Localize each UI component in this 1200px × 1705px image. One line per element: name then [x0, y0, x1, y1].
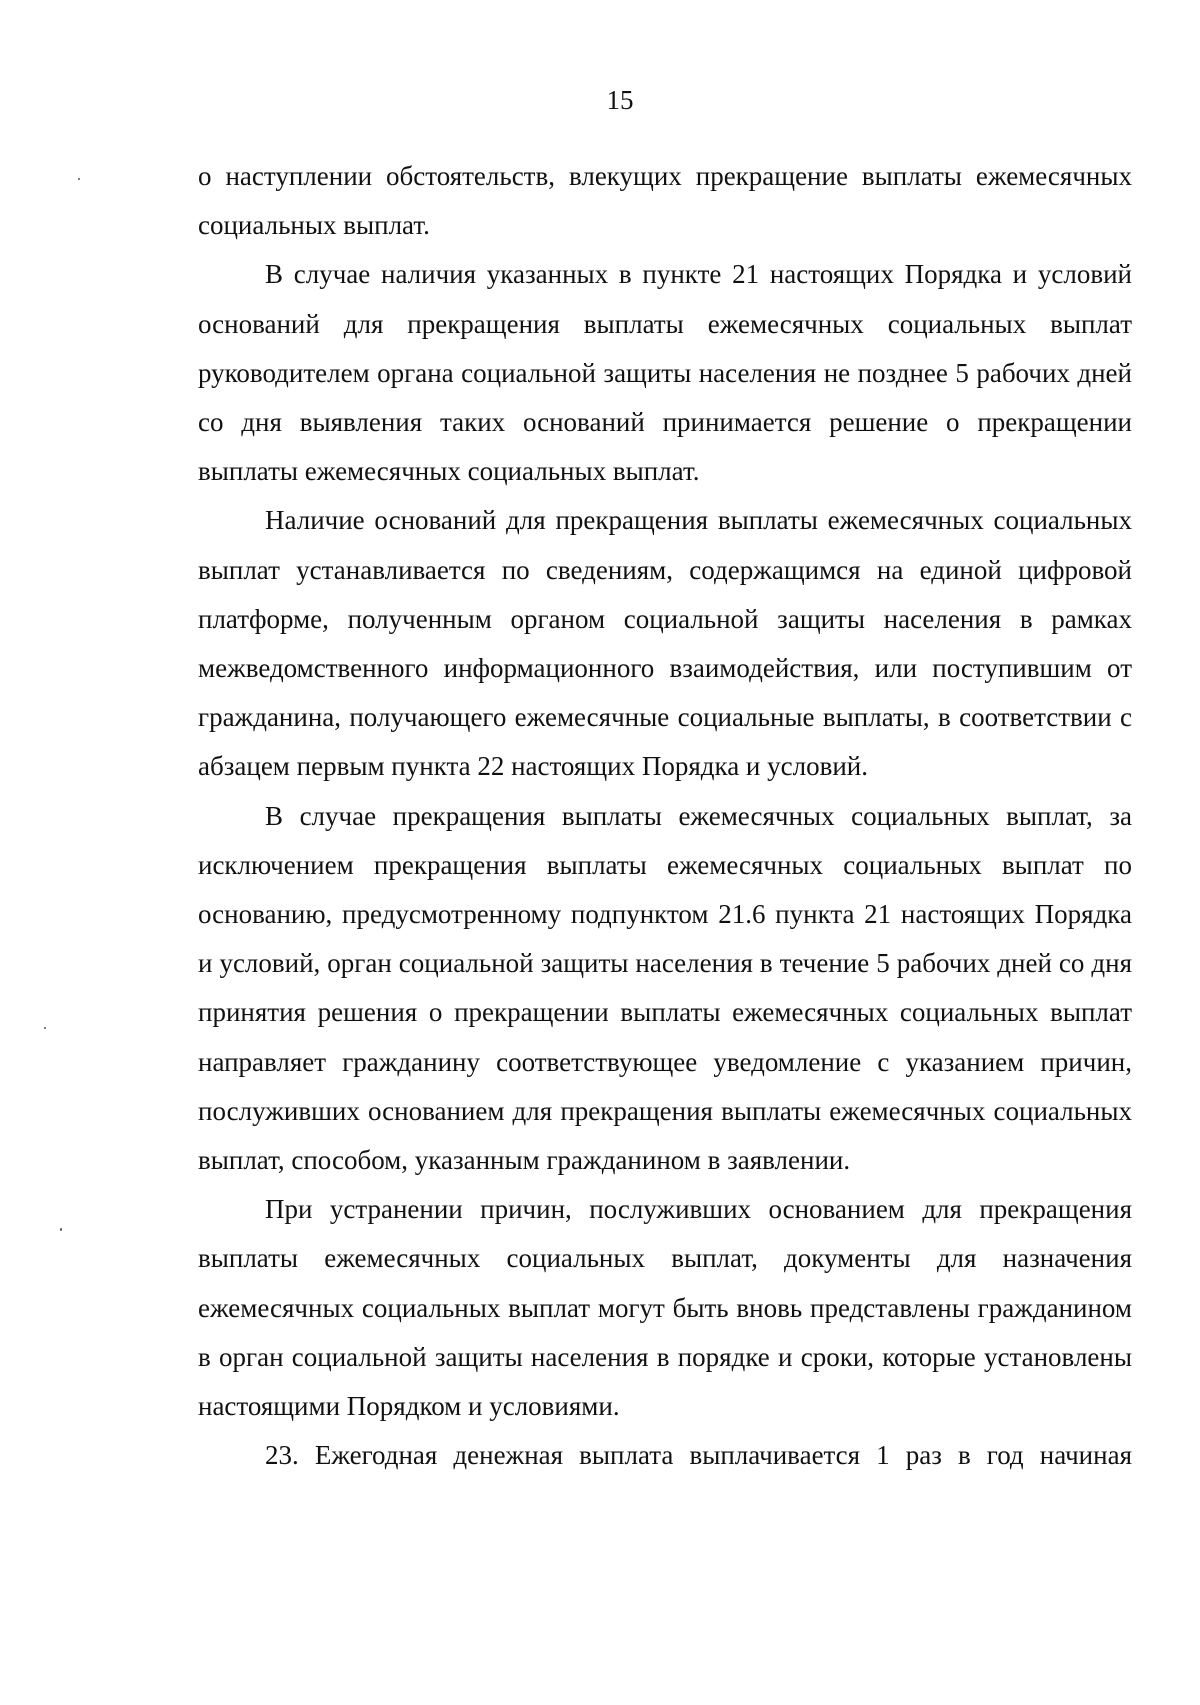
paragraph: В случае наличия указанных в пункте 21 настоящих Порядка и условий оснований для прекращения выплаты ежемесячных социальных выплат руководителем органа социальной защиты населения не позднее 5 рабочих дней со дня выявления таких оснований принимается решение о прекращении выплаты ежемесячных социальных выплат.	[198, 259, 1132, 487]
paragraph-continuation: о наступлении обстоятельств, влекущих прекращение выплаты ежемесячных социальных выплат.	[198, 161, 1132, 241]
paragraph: Наличие оснований для прекращения выплаты ежемесячных социальных выплат устанавливается по сведениям, содержащимся на единой цифровой платформе, полученным органом социальной защиты населения в рамках межведомственного информационного взаимодействия, или поступившим от гражданина, получающего ежемесячные социальные выплаты, в соответствии с абзацем первым пункта 22 настоящих Порядка и условий.	[198, 505, 1132, 782]
scan-speck	[78, 178, 80, 180]
scan-speck	[44, 1027, 46, 1029]
scan-speck	[60, 1228, 62, 1231]
page-number: 15	[606, 85, 634, 115]
paragraph: При устранении причин, послуживших основанием для прекращения выплаты ежемесячных социальных выплат, документы для назначения ежемесячных социальных выплат могут быть вновь представлены гражданином в орган социальной защиты населения в порядке и сроки, которые установлены настоящими Порядком и условиями.	[198, 1194, 1132, 1422]
paragraph-section-23: 23. Ежегодная денежная выплата выплачивается 1 раз в год начиная	[265, 1440, 1132, 1471]
document-body	[198, 152, 1132, 1480]
paragraph: В случае прекращения выплаты ежемесячных социальных выплат, за исключением прекращения выплаты ежемесячных социальных выплат по основанию, предусмотренному подпунктом 21.6 пункта 21 настоящих Порядка и условий, орган социальной защиты населения в течение 5 рабочих дней со дня принятия решения о прекращении выплаты ежемесячных социальных выплат направляет гражданину соответствующее уведомление с указанием причин, послуживших основанием для прекращения выплаты ежемесячных социальных выплат, способом, указанным гражданином в заявлении.	[198, 800, 1132, 1176]
